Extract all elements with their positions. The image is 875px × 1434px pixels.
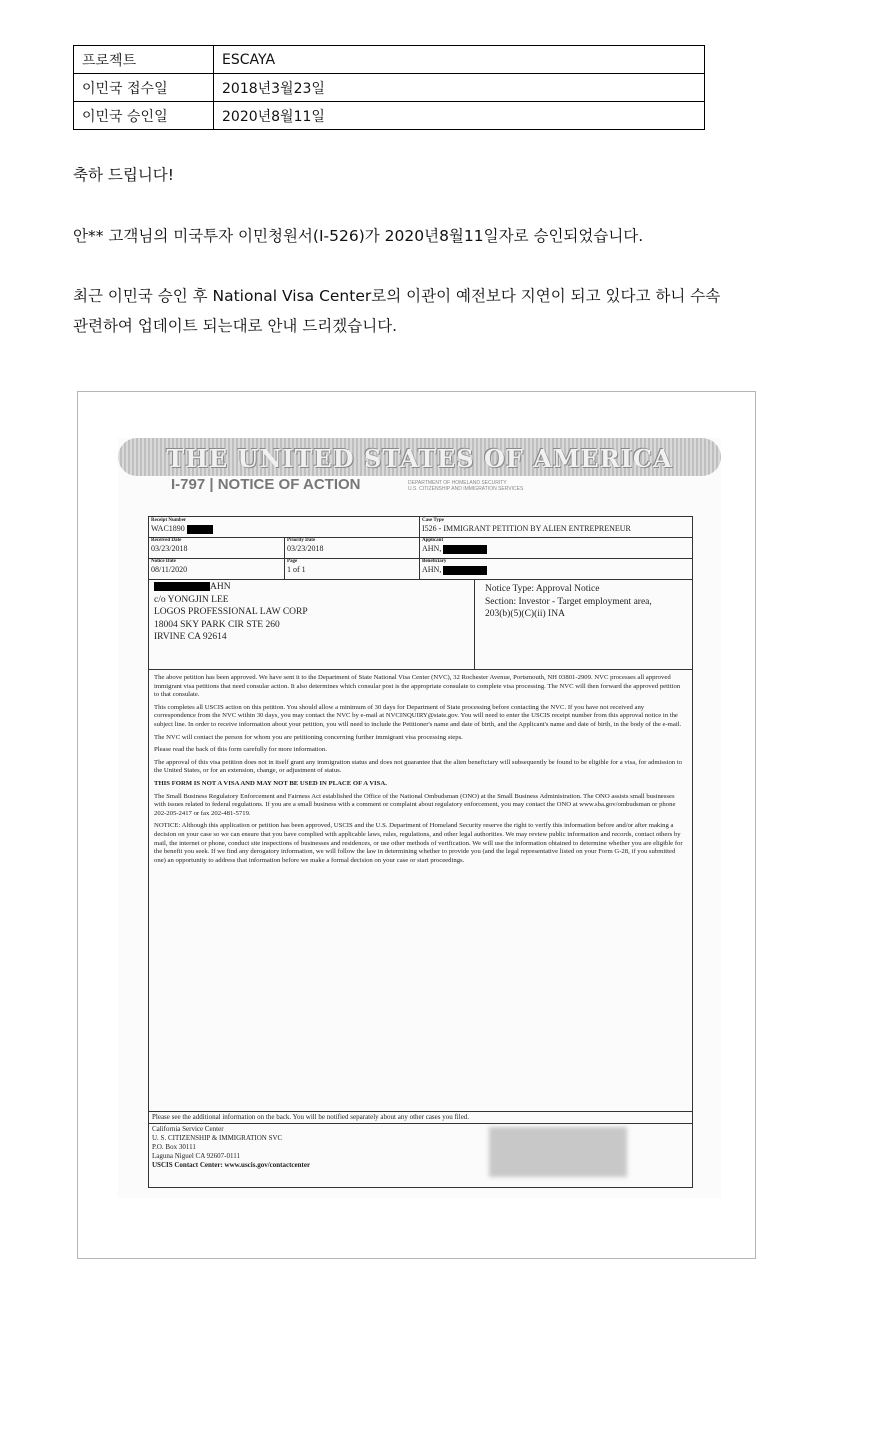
priority-date-label: Priority Date <box>287 538 316 543</box>
addr-line2: LOGOS PROFESSIONAL LAW CORP <box>154 607 308 617</box>
receipt-number-cell <box>151 518 213 534</box>
body-paragraph: The above petition has been approved. We have sent it to the Department of State National Visa Center (NVC), 32 Rochester Avenue, Portsmouth, NH 03801-2909. NVC processes all approved immigrant visa petitions that need consular action. It also determines which consular post is the appropriate consulate to complete visa processing. The NVC will then forward the approved petition to that consulate. <box>154 674 681 699</box>
notice-type-block <box>485 583 652 621</box>
beneficiary-cell <box>422 559 487 575</box>
notice-date-cell <box>151 559 187 575</box>
page-cell <box>287 559 306 575</box>
redaction-bar <box>187 525 213 534</box>
priority-date-value: 03/23/2018 <box>287 544 324 553</box>
table-row <box>74 102 705 130</box>
page-value: 1 of 1 <box>287 565 306 574</box>
body-paragraph: THIS FORM IS NOT A VISA AND MAY NOT BE USED IN PLACE OF A VISA. <box>154 779 387 787</box>
case-type-cell <box>422 518 631 534</box>
applicant-value: AHN, <box>422 544 442 553</box>
approval-date-label: 이민국 승인일 <box>74 102 214 130</box>
received-date-value: 03/23/2018 <box>151 544 188 553</box>
notice-frame <box>148 516 693 1188</box>
svc-line1: California Service Center <box>152 1125 224 1133</box>
received-date-label: Received Date <box>151 538 182 543</box>
addr-line1: c/o YONGJIN LEE <box>154 594 229 605</box>
receipt-date-label: 이민국 접수일 <box>74 74 214 102</box>
notice-date-value: 08/11/2020 <box>151 565 188 574</box>
body-paragraph: NOTICE: Although this application or petition has been approved, USCIS and the U.S. Department of Homeland Security reserve the right to verify this information before and/or after making a decision on your case so we can ensure that you have complied with applicable laws, rules, regulations, and other legal authorities. We may review public information and records, contact others by mail, the internet or phone, conduct site inspections of businesses and residences, or use other methods of verification. We will use the information obtained to determine whether you are eligible for the benefit you seek. If we find any derogatory information, we will follow the law in determining whether to provide you (and the legal representative listed on your Form G-28, if you submitted one) an opportunity to address that information before we make a formal decision on your case or start proceedings. <box>154 822 683 864</box>
beneficiary-value: AHN, <box>422 565 442 574</box>
table-row <box>74 74 705 102</box>
addr-line3: 18004 SKY PARK CIR STE 260 <box>154 619 280 630</box>
addr-line4: IRVINE CA 92614 <box>154 632 227 642</box>
blurred-barcode <box>489 1127 627 1177</box>
body-paragraph: The Small Business Regulatory Enforcement and Fairness Act established the Office of the National Ombudsman (ONO) at the Small Business Administration. The ONO assists small businesses with issues related to federal regulations. If you are a small business with a comment or complaint about regulatory enforcement, you may contact the ONO at www.sba.gov/ombudsman or phone 202-205-2417 or fax 202-481-5719. <box>154 792 676 817</box>
nvc-text-line2: 관련하여 업데이트 되는대로 안내 드리겠습니다. <box>73 317 398 335</box>
svc-line2: U. S. CITIZENSHIP & IMMIGRATION SVC <box>152 1134 283 1142</box>
congrats-text: 축하 드립니다! <box>73 166 174 184</box>
project-value: ESCAYA <box>214 46 705 74</box>
contact-center: USCIS Contact Center: www.uscis.gov/contactcenter <box>152 1161 311 1169</box>
notice-body <box>154 674 686 869</box>
receipt-number-value: WAC1890 <box>151 524 185 533</box>
body-paragraph: The approval of this visa petition does not in itself grant any immigration status and does not guarantee that the alien beneficiary will subsequently be found to be eligible for a visa, for admission to the United States, or for an extension, change, or adjustment of status. <box>154 758 682 775</box>
department-name <box>408 480 523 492</box>
applicant-cell <box>422 538 487 554</box>
body-paragraph: Please read the back of this form carefully for more information. <box>154 746 327 754</box>
priority-date-cell <box>287 538 323 554</box>
table-row <box>74 46 705 74</box>
received-date-cell <box>151 538 187 554</box>
project-info-table <box>73 45 705 130</box>
page-label: Page <box>287 559 298 564</box>
addr-name: AHN <box>210 582 231 592</box>
notice-form <box>118 438 721 1198</box>
case-type-label: Case Type <box>422 518 444 523</box>
i797-notice-image <box>77 391 756 1259</box>
footer-note: Please see the additional information on the back. You will be notified separately about any other cases you filed. <box>152 1113 470 1121</box>
notice-date-label: Notice Date <box>151 559 176 564</box>
beneficiary-label: Beneficiary <box>422 559 447 564</box>
redaction-bar <box>443 566 487 575</box>
dept-line2: U.S. CITIZENSHIP AND IMMIGRATION SERVICES <box>408 486 524 492</box>
body-paragraph: This completes all USCIS action on this petition. You should allow a minimum of 30 days for Department of State processing before contacting the NVC. If you have not received any correspondence from the NVC within 30 days, you may contact the NVC by e-mail at NVCINQUIRY@state.gov. You will need to enter the USCIS receipt number from this approval notice in the subject line. In order to receive information about your petition, you will need to include the Petitioner's name and date of birth, and the Applicant's name and date of birth, in the body of the e-mail. <box>154 703 682 728</box>
banner-title: THE UNITED STATES OF AMERICA <box>166 444 673 473</box>
svc-line4: Laguna Niguel CA 92607-0111 <box>152 1152 240 1160</box>
project-label: 프로젝트 <box>74 46 214 74</box>
receipt-date-value: 2018년3월23일 <box>214 74 705 102</box>
approval-text: 안** 고객님의 미국투자 이민청원서(I-526)가 2020년8월11일자로 승인되었습니다. <box>73 227 644 245</box>
receipt-number-label: Receipt Number <box>151 518 187 523</box>
body-paragraph: The NVC will contact the person for whom you are petitioning concerning further immigrant visa processing steps. <box>154 733 463 741</box>
dept-line1: DEPARTMENT OF HOMELAND SECURITY <box>408 480 507 486</box>
form-title: I-797 | NOTICE OF ACTION <box>171 476 361 493</box>
case-type-value: I526 - IMMIGRANT PETITION BY ALIEN ENTREPRENEUR <box>422 524 631 533</box>
section-line1: Section: Investor - Target employment area, <box>485 596 652 607</box>
service-center-address <box>152 1125 310 1170</box>
nvc-text-line1: 최근 이민국 승인 후 National Visa Center로의 이관이 예전보다 지연이 되고 있다고 하니 수속 <box>73 287 721 305</box>
redaction-bar <box>443 545 487 554</box>
mailing-address <box>154 581 308 644</box>
section-line2: 203(b)(5)(C)(ii) INA <box>485 609 565 619</box>
applicant-label: Applicant <box>422 538 444 543</box>
notice-type: Notice Type: Approval Notice <box>485 584 600 594</box>
approval-date-value: 2020년8월11일 <box>214 102 705 130</box>
redaction-bar <box>154 582 210 591</box>
svc-line3: P.O. Box 30111 <box>152 1143 196 1151</box>
